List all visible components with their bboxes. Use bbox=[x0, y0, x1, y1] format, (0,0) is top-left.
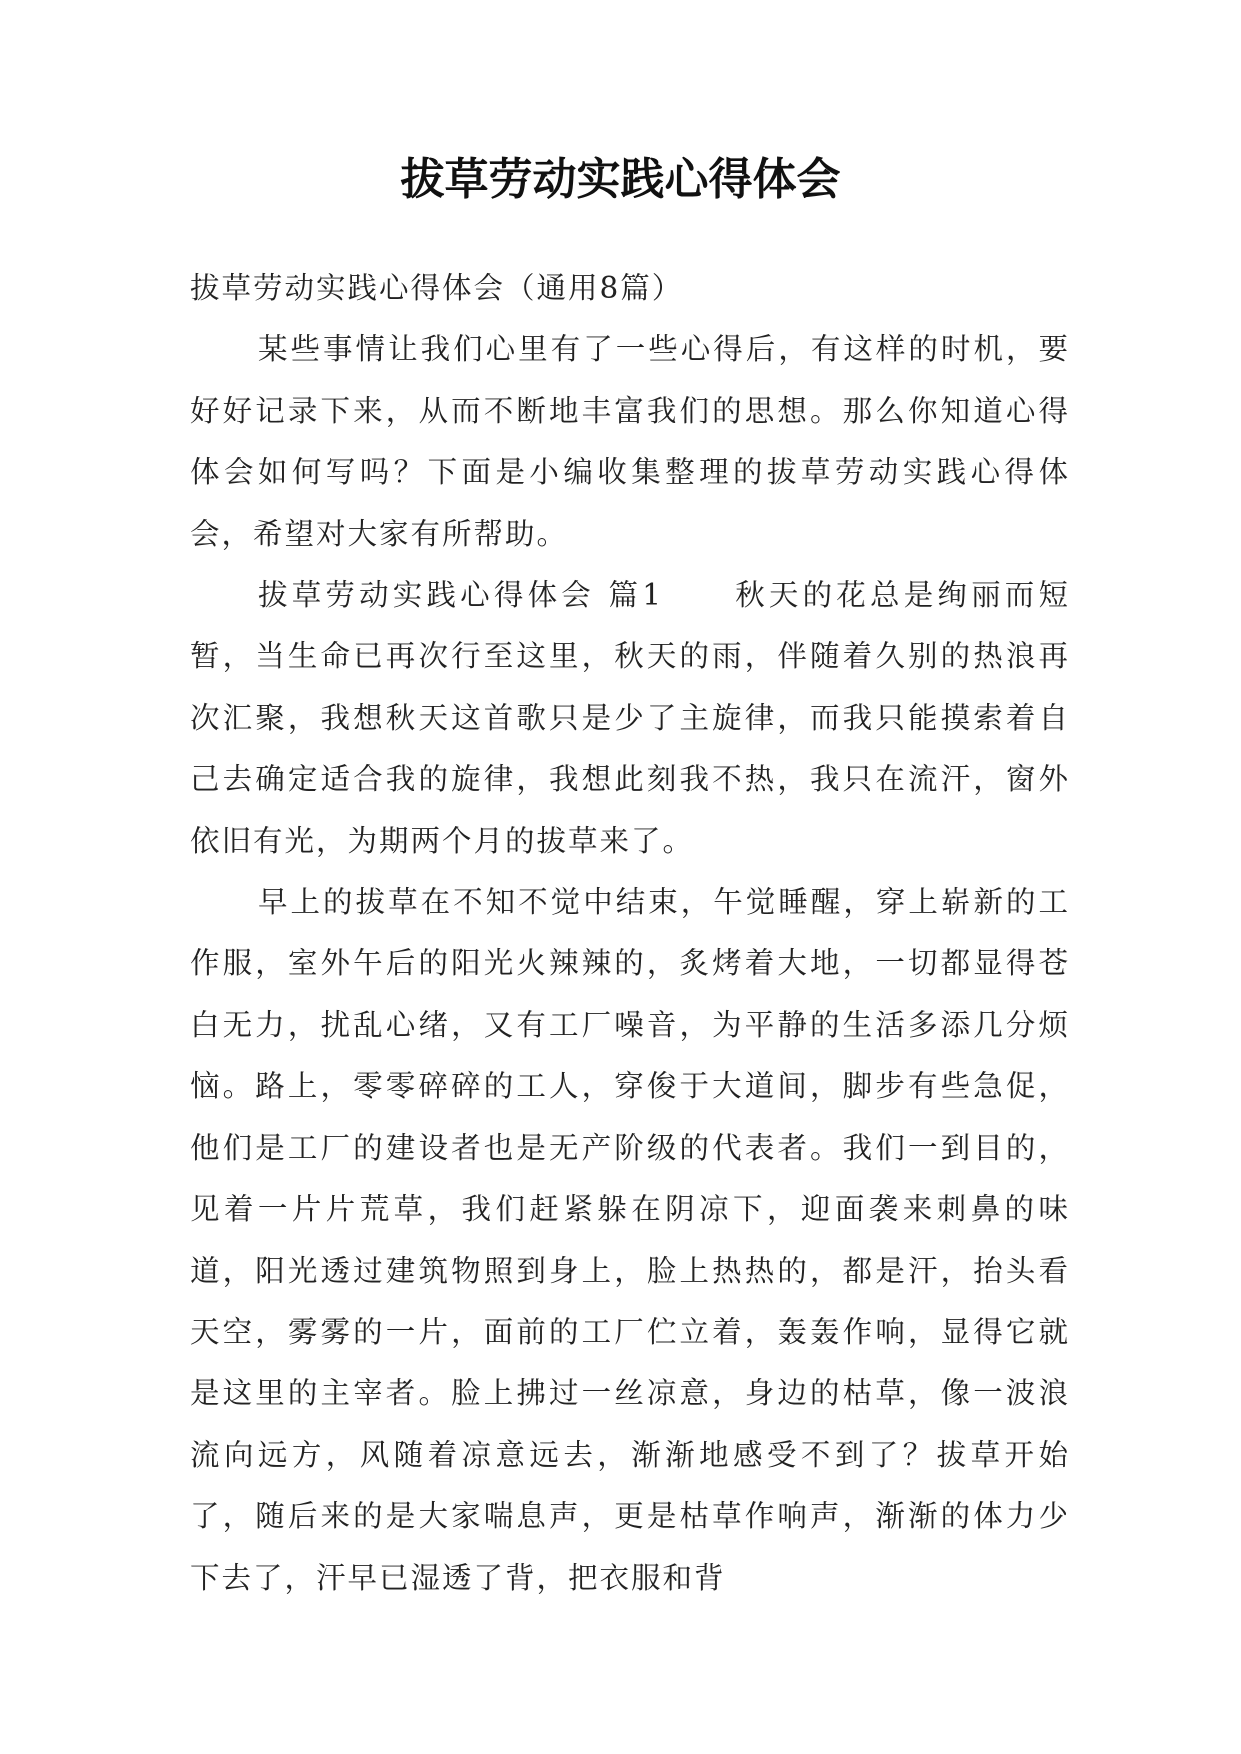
document-body bbox=[190, 258, 1070, 1609]
section-1-text: 秋天的花总是绚丽而短暂，当生命已再次行至这里，秋天的雨，伴随着久别的热浪再次汇聚，我想秋天这首歌只是少了主旋律，而我只能摸索着自己去确定适合我的旋律，我想此刻我不热，我只在流汗，窗外依旧有光，为期两个月的拔草来了。 bbox=[190, 578, 1070, 858]
document-title: 拔草劳动实践心得体会 bbox=[400, 154, 841, 205]
intro-paragraph: 某些事情让我们心里有了一些心得后，有这样的时机，要好好记录下来，从而不断地丰富我们的思想。那么你知道心得体会如何写吗？下面是小编收集整理的拔草劳动实践心得体会，希望对大家有所帮助。 bbox=[190, 332, 1070, 551]
section-1-paragraph-2: 早上的拔草在不知不觉中结束，午觉睡醒，穿上崭新的工作服，室外午后的阳光火辣辣的，炙烤着大地，一切都显得苍白无力，扰乱心绪，又有工厂噪音，为平静的生活多添几分烦恼。路上，零零碎碎的工人，穿俊于大道间，脚步有些急促，他们是工厂的建设者也是无产阶级的代表者。我们一到目的，见着一片片荒草，我们赶紧躲在阴凉下，迎面袭来刺鼻的味道，阳光透过建筑物照到身上，脸上热热的，都是汗，抬头看天空，雾雾的一片，面前的工厂伫立着，轰轰作响，显得它就是这里的主宰者。脸上拂过一丝凉意，身边的枯草，像一波浪流向远方，风随着凉意远去，渐渐地感受不到了？拔草开始了，随后来的是大家喘息声，更是枯草作响声，渐渐的体力少下去了，汗早已湿透了背，把衣服和背 bbox=[190, 885, 1070, 1595]
section-1-heading: 拔草劳动实践心得体会 篇1 bbox=[258, 578, 664, 613]
document-subtitle: 拔草劳动实践心得体会（通用8篇） bbox=[190, 271, 684, 305]
section-1-paragraph bbox=[190, 565, 1070, 872]
